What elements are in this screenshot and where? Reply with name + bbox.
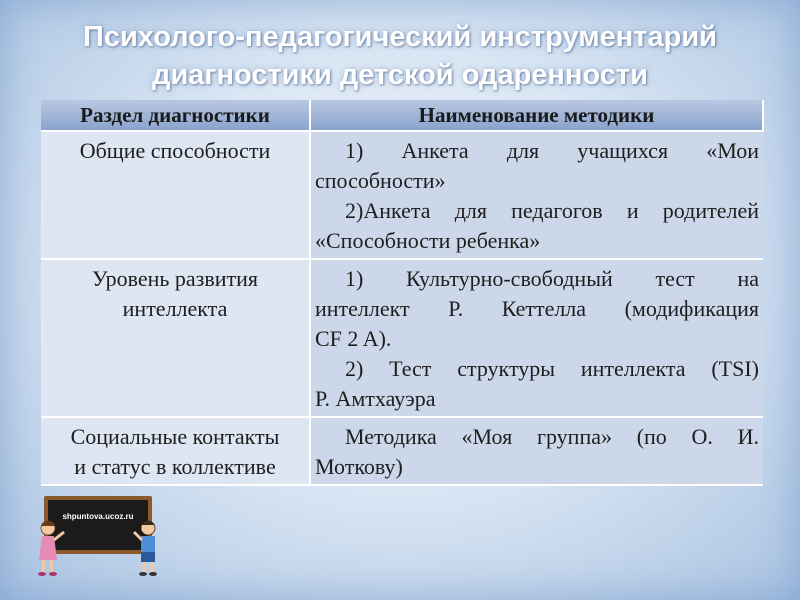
table-header-row [41,100,763,131]
method-line: 1) Культурно-свободный тест на [345,266,759,291]
table-row [41,131,763,259]
method-line: 2)Анкета для педагогов и родителей [345,198,759,223]
method-line: Методика «Моя группа» (по О. И. [345,424,759,449]
section-cell [41,131,310,259]
method-line: 2) Тест структуры интеллекта (TSI) [345,356,759,381]
section-line: интеллекта [122,296,228,321]
section-line: Уровень развития [91,266,259,291]
section-line: и статус в коллективе [74,454,276,479]
title-line-2: диагностики детской одаренности [152,59,648,91]
header-method: Наименование методики [310,100,763,131]
header-section: Раздел диагностики [41,100,310,131]
method-cell [310,131,763,259]
method-line: способности» [315,168,446,193]
table-row [41,259,763,417]
method-line: «Способности ребенка» [315,228,541,253]
method-line: интеллект Р. Кеттелла (модификация [315,296,759,321]
diagnostics-table [41,100,764,486]
method-line: Р. Амтхауэра [315,386,436,411]
chalkboard-kids-icon [38,488,158,580]
title-line-1: Психолого-педагогический инструментарий [82,21,717,53]
board-text: shpuntova.ucoz.ru [62,512,134,521]
method-cell [310,259,763,417]
section-cell [41,259,310,417]
method-cell [310,417,763,485]
section-line: Социальные контакты [70,424,280,449]
slide-title [0,18,800,94]
section-line: Общие способности [79,138,271,163]
table-row [41,417,763,485]
method-line: Моткову) [315,454,403,479]
method-line: 1) Анкета для учащихся «Мои [345,138,759,163]
method-line: CF 2 A). [315,326,392,351]
kids-figures-icon [38,488,158,580]
section-cell [41,417,310,485]
